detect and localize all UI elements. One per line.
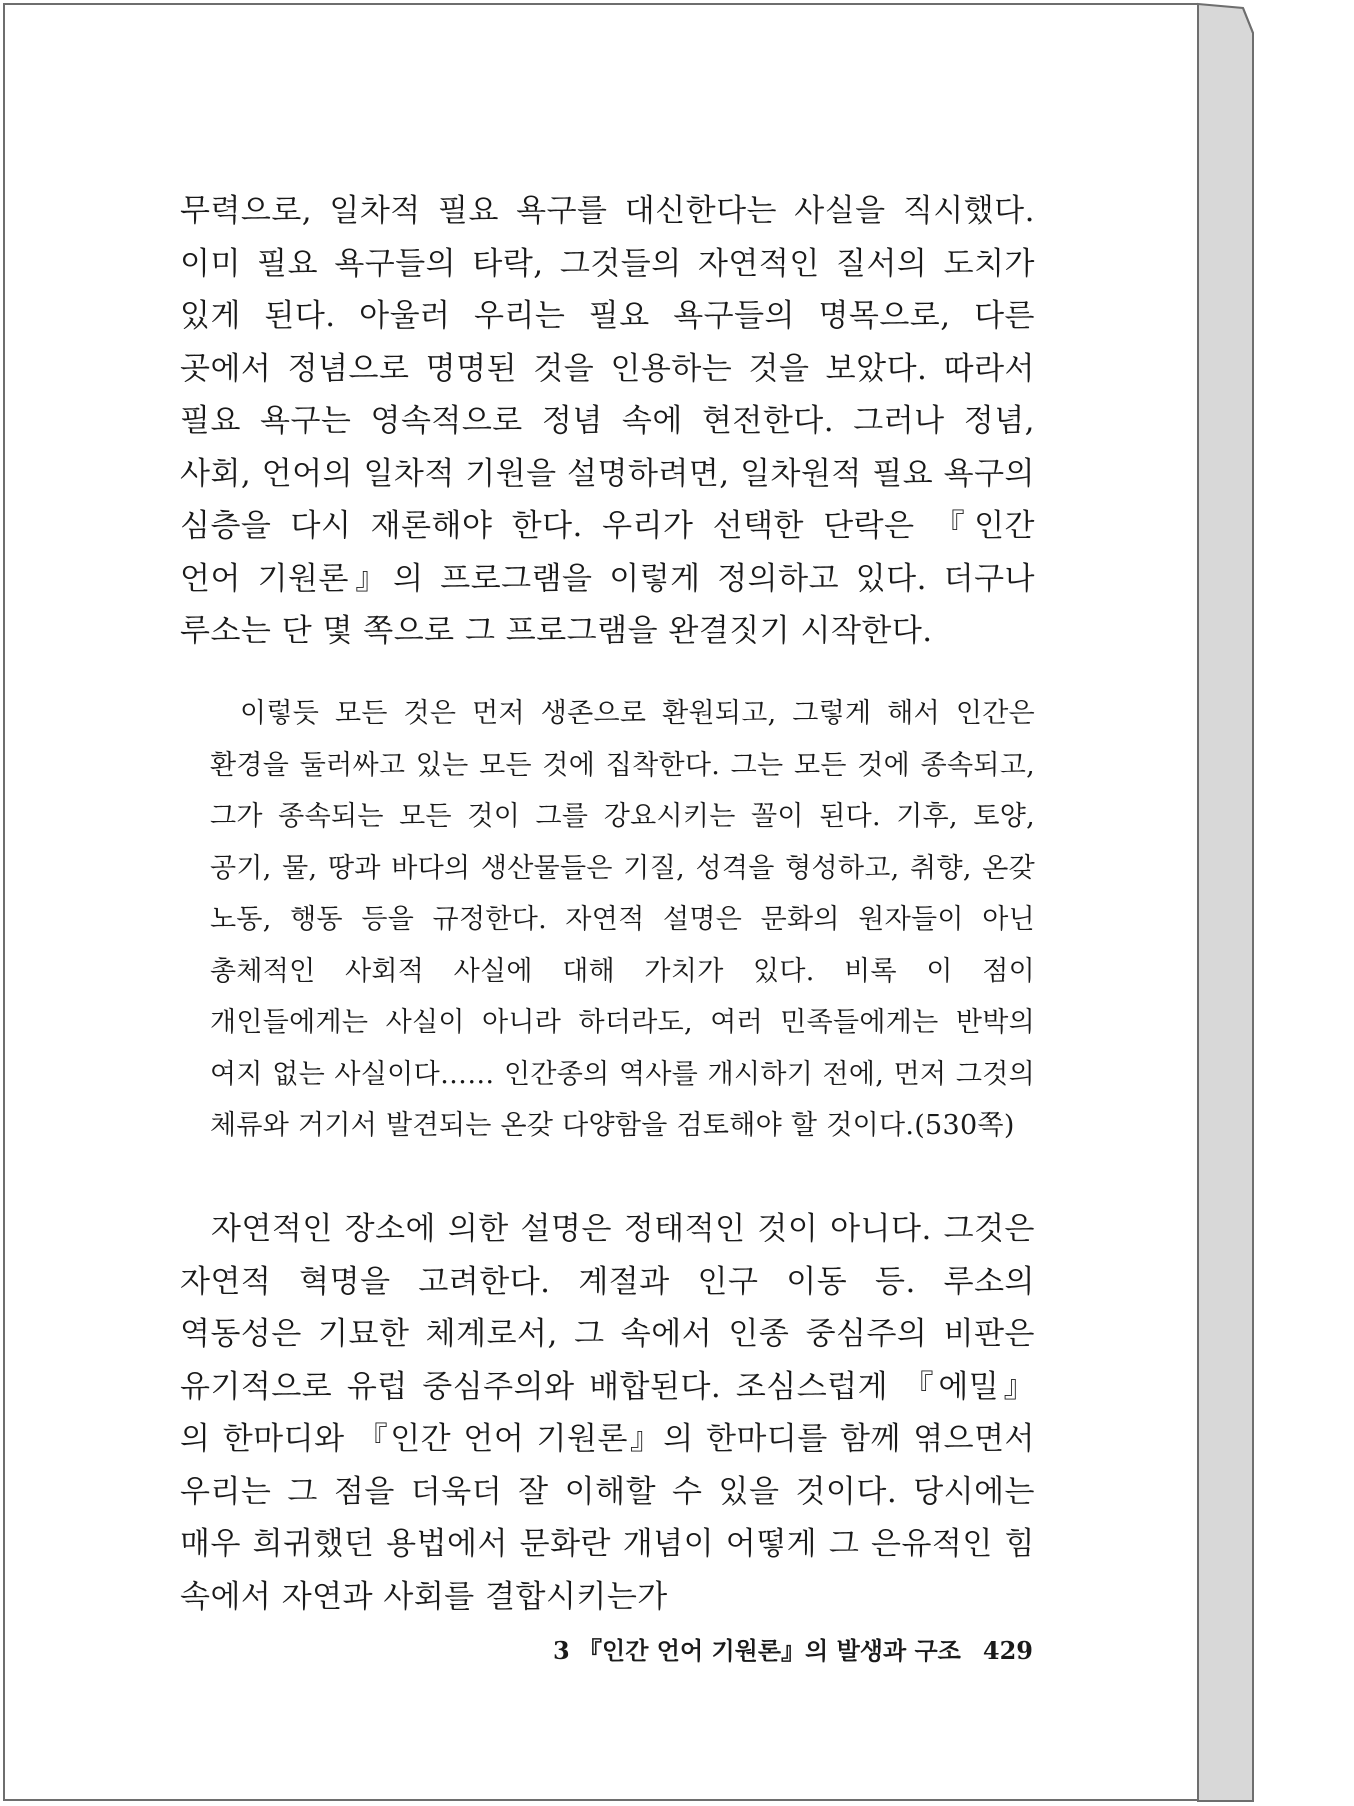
body-paragraph-1: 무력으로, 일차적 필요 욕구를 대신한다는 사실을 직시했다. 이미 필요 욕구들의 타락, 그것들의 자연적인 질서의 도치가 있게 된다. 아울러 우리는 필요 욕구들의 명목으로, 다른 곳에서 정념으로 명명된 것을 인용하는 것을 보았다. 따라서 필요 욕구는 영속적으로 정념 속에 현전한다. 그러나 정념, 사회, 언어의 일차적 기원을 설명하려면, 일차원적 필요 욕구의 심층을 다시 재론해야 한다. 우리가 선택한 단락은 『인간 언어 기원론』의 프로그램을 이렇게 정의하고 있다. 더구나 루소는 단 몇 쪽으로 그 프로그램을 완결짓기 시작한다. [180,193,1035,649]
page-stack-edge [1195,0,1354,1806]
block-quote: 이렇듯 모든 것은 먼저 생존으로 환원되고, 그렇게 해서 인간은 환경을 둘러싸고 있는 모든 것에 집착한다. 그는 모든 것에 종속되고, 그가 종속되는 모든 것이 그를 강요시키는 꼴이 된다. 기후, 토양, 공기, 물, 땅과 바다의 생산물들은 기질, 성격을 형성하고, 취향, 온갖 노동, 행동 등을 규정한다. 자연적 설명은 문화의 원자들이 아닌 총체적인 사회적 사실에 대해 가치가 있다. 비록 이 점이 개인들에게는 사실이 아니라 하더라도, 여러 민족들에게는 반박의 여지 없는 사실이다…… 인간종의 역사를 개시하기 전에, 먼저 그것의 체류와 거기서 발견되는 온갖 다양함을 검토해야 할 것이다.(530쪽) [210,698,1035,1141]
body-paragraph-2: 자연적인 장소에 의한 설명은 정태적인 것이 아니다. 그것은 자연적 혁명을 고려한다. 계절과 인구 이동 등. 루소의 역동성은 기묘한 체계로서, 그 속에서 인종 중심주의 비판은 유기적으로 유럽 중심주의와 배합된다. 조심스럽게 『에밀』의 한마디와 『인간 언어 기원론』의 한마디를 함께 엮으면서 우리는 그 점을 더욱더 잘 이해할 수 있을 것이다. 당시에는 매우 희귀했던 용법에서 문화란 개념이 어떻게 그 은유적인 힘 속에서 자연과 사회를 결합시키는가 [180,1211,1035,1615]
running-footer [553,1631,1033,1666]
page-stack-side [1198,4,1253,1801]
book-page [3,3,1199,1801]
page-number: 429 [982,1636,1033,1665]
running-title: 3 『인간 언어 기원론』의 발생과 구조 [553,1636,961,1665]
